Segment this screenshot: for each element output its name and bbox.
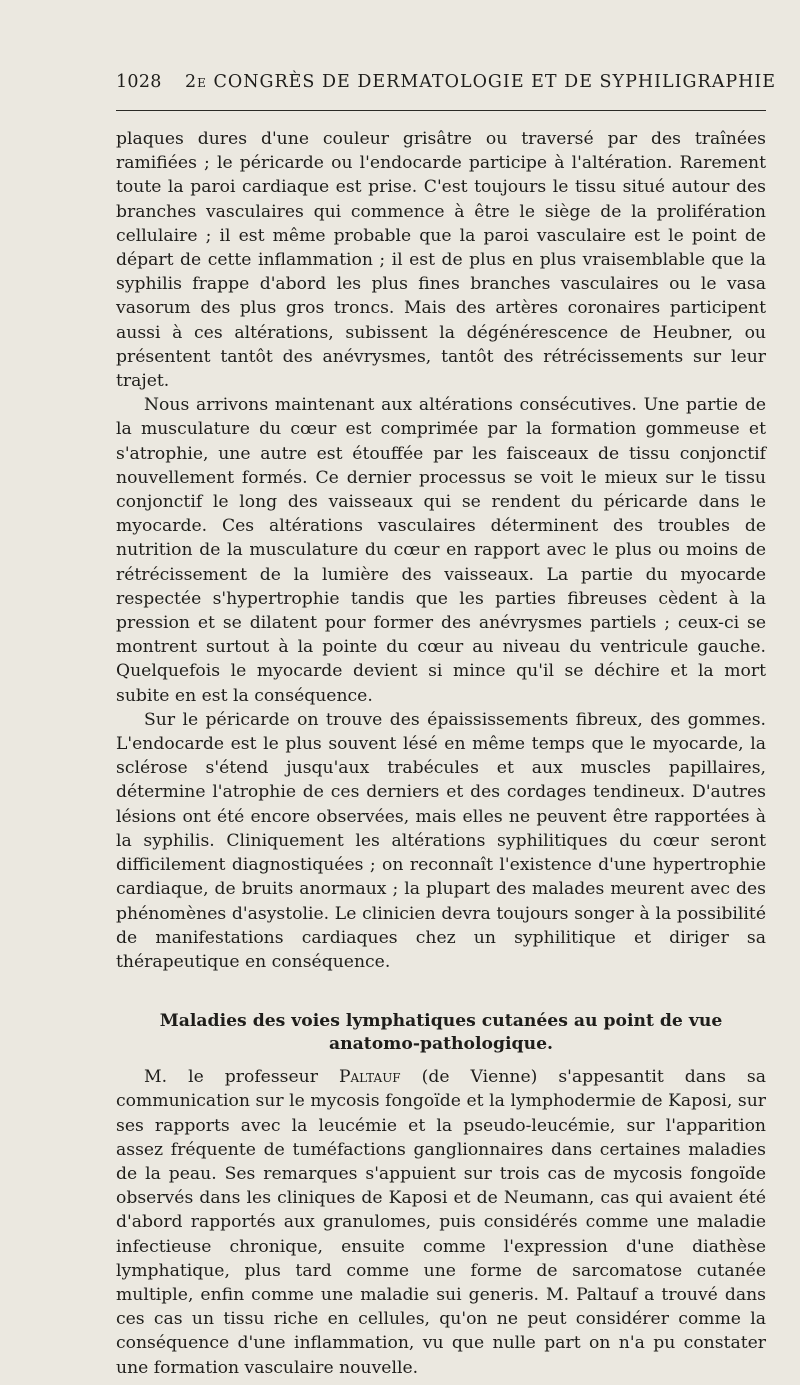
section-heading-line: anatomo-pathologique. xyxy=(329,1034,553,1055)
body-text xyxy=(116,127,766,1380)
paragraph: Nous arrivons maintenant aux altérations consécutives. Une partie de la musculature du cœur est comprimée par la formation gommeuse et s'atrophie, une autre est étouffée par les faisceaux de tissu conjonctif nouvellement formés. Ce dernier processus se voit le mieux sur le tissu conjonctif le long des vaisseaux qui se rendent du péricarde dans le myocarde. Ces altérations vasculaires déterminent des troubles de nutrition de la musculature du cœur en rapport avec le plus ou moins de rétrécissement de la lumière des vaisseaux. La partie du myocarde respectée s'hypertrophie tandis que les parties fibreuses cèdent à la pression et se dilatent pour former des anévrysmes partiels ; ceux-ci se montrent surtout à la pointe du cœur au niveau du ventricule gauche. Quelquefois le myocarde devient si mince qu'il se déchire et la mort subite en est la conséquence. xyxy=(116,395,766,706)
section-paragraph-prefix: M. le professeur xyxy=(144,1067,339,1088)
header-rule xyxy=(116,110,766,111)
section-heading-line: Maladies des voies lymphatiques cutanées au point de vue xyxy=(159,1011,723,1032)
running-title: 2e CONGRÈS DE DERMATOLOGIE ET DE SYPHILIGRAPHIE xyxy=(185,72,777,92)
section-heading xyxy=(116,1010,766,1056)
section-paragraph xyxy=(116,1065,766,1380)
running-header xyxy=(116,72,777,102)
author-name: Paltauf xyxy=(338,1067,401,1088)
page-number: 1028 xyxy=(116,72,162,92)
paragraph-continued: plaques dures d'une couleur grisâtre ou traversé par des traînées ramifiées ; le péricarde ou l'endocarde participe à l'altération. Rarement toute la paroi cardiaque est prise. C'est toujours le tissu situé autour des branches vasculaires qui commence à être le siège de la prolifération cellulaire ; il est même probable que la paroi vasculaire est le point de départ de cette inflammation ; il est de plus en plus vraisemblable que la syphilis frappe d'abord les plus fines branches vasculaires ou le vasa vasorum des plus gros troncs. Mais des artères coronaires participent aussi à ces altérations, subissent la dégénérescence de Heubner, ou présentent tantôt des anévrysmes, tantôt des rétrécissements sur leur trajet. xyxy=(116,129,766,392)
paragraph: Sur le péricarde on trouve des épaississements fibreux, des gommes. L'endocarde est le plus souvent lésé en même temps que le myocarde, la sclérose s'étend jusqu'aux trabécules et aux muscles papillaires, détermine l'atrophie de ces derniers et des cordages tendineux. D'autres lésions ont été encore observées, mais elles ne peuvent être rapportées à la syphilis. Cliniquement les altérations syphilitiques du cœur seront difficilement diagnostiquées ; on reconnaît l'existence d'une hypertrophie cardiaque, de bruits anormaux ; la plupart des malades meurent avec des phénomènes d'asystolie. Le clinicien devra toujours songer à la possibilité de manifestations cardiaques chez un syphilitique et diriger sa thérapeutique en conséquence. xyxy=(116,709,766,972)
section-paragraph-body: (de Vienne) s'appesantit dans sa communication sur le mycosis fongoïde et la lymphodermie de Kaposi, sur ses rapports avec la leucémie et la pseudo-leucémie, sur l'apparition assez fréquente de tuméfactions ganglionnaires dans certaines maladies de la peau. Ses remarques s'appuient sur trois cas de mycosis fongoïde observés dans les cliniques de Kaposi et de Neumann, cas qui avaient été d'abord rapportés aux granulomes, puis considérés comme une maladie infectieuse chronique, ensuite comme l'expression d'une diathèse lymphatique, plus tard comme une forme de sarcomatose cutanée multiple, enfin comme une maladie sui generis. M. Paltauf a trouvé dans ces cas un tissu riche en cellules, qu'on ne peut considérer comme la conséquence d'une inflammation, vu que nulle part on n'a pu constater une formation vasculaire nouvelle. xyxy=(116,1067,766,1378)
